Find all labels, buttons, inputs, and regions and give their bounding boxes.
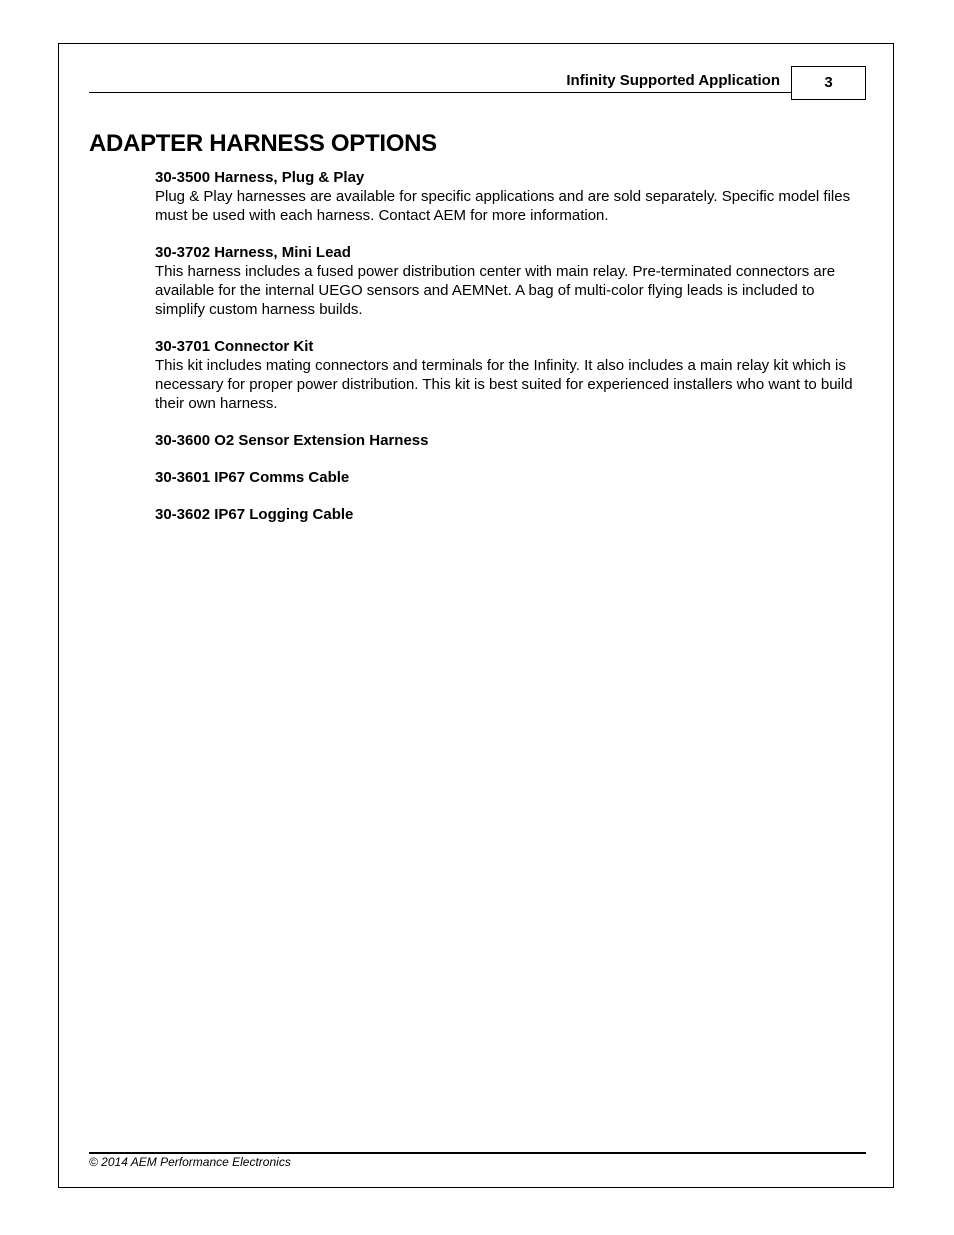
footer-copyright: © 2014 AEM Performance Electronics [89,1155,291,1169]
page-title: ADAPTER HARNESS OPTIONS [89,130,437,157]
section-harness-mini-lead [155,243,855,319]
footer-rule [89,1152,866,1154]
header-rule [89,92,791,93]
section-heading: 30-3701 Connector Kit [155,338,314,355]
section-comms-cable [155,468,855,487]
section-heading: 30-3600 O2 Sensor Extension Harness [155,432,429,449]
section-heading: 30-3601 IP67 Comms Cable [155,469,350,486]
section-heading: 30-3602 IP67 Logging Cable [155,506,354,523]
page-number: 3 [791,66,866,100]
section-harness-plug-play [155,168,855,225]
header-title: Infinity Supported Application [566,72,780,89]
section-logging-cable [155,505,855,524]
section-o2-extension-harness [155,431,855,450]
section-connector-kit [155,337,855,413]
section-heading: 30-3500 Harness, Plug & Play [155,169,365,186]
section-body: Plug & Play harnesses are available for specific applications and are sold separately. Specific model files must be used with each harness. Contact AEM for more information. [155,188,851,224]
section-heading: 30-3702 Harness, Mini Lead [155,244,351,261]
section-body: This harness includes a fused power distribution center with main relay. Pre-terminated connectors are available for the internal UEGO sensors and AEMNet. A bag of multi-color flying leads is included to simplify custom harness builds. [155,263,836,318]
section-body: This kit includes mating connectors and terminals for the Infinity. It also includes a main relay kit which is necessary for proper power distribution. This kit is best suited for experienced installers who want to build their own harness. [155,357,853,412]
content [155,168,855,542]
